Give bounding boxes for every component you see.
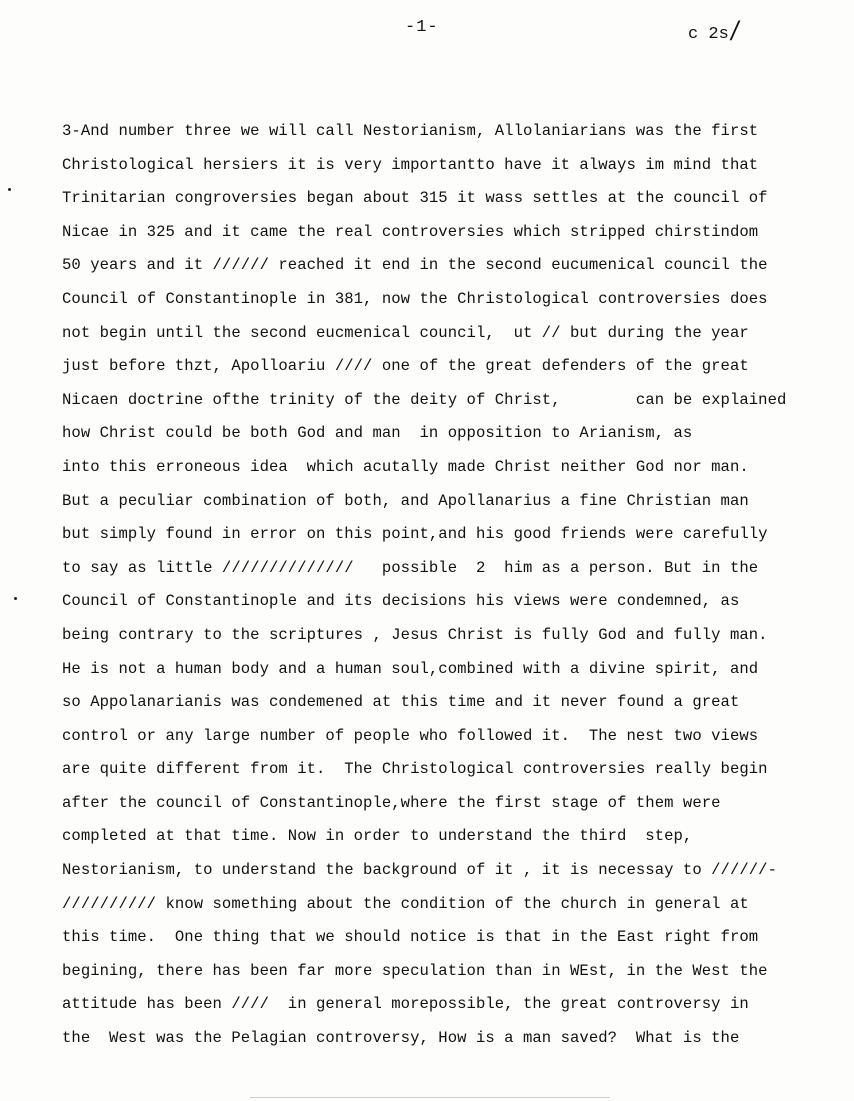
text-line: attitude has been //// in general morepossible, the great controversy in — [62, 995, 749, 1014]
reference-code — [688, 16, 739, 44]
text-line: after the council of Constantinople,where the first stage of them were — [62, 793, 721, 812]
reference-code-text: c 2s — [688, 25, 729, 44]
text-line: but simply found in error on this point,and his good friends were carefully — [62, 525, 768, 544]
text-line: But a peculiar combination of both, and Apollanarius a fine Christian man — [62, 491, 749, 510]
text-line: this time. One thing that we should notice is that in the East right from — [62, 928, 759, 947]
text-line: not begin until the second eucmenical council, ut // but during the year — [62, 323, 749, 342]
text-line: Nicae in 325 and it came the real controversies which stripped chirstindom — [62, 222, 759, 241]
text-line: completed at that time. Now in order to understand the third step, — [62, 827, 693, 846]
text-line: being contrary to the scriptures , Jesus Christ is fully God and fully man. — [62, 625, 768, 644]
text-line: Trinitarian congroversies began about 315 it wass settles at the council of — [62, 189, 768, 208]
text-line: Council of Constantinople and its decisions his views were condemned, as — [62, 592, 740, 611]
typed-body-text — [62, 120, 842, 1061]
text-line: Nicaen doctrine ofthe trinity of the deity of Christ, can be explained — [62, 390, 787, 409]
text-line: just before thzt, Apolloariu //// one of the great defenders of the great — [62, 357, 749, 376]
handwritten-slash-mark: / — [728, 16, 741, 44]
text-line: Council of Constantinople in 381, now the Christological controversies does — [62, 289, 768, 308]
text-line: the West was the Pelagian controversy, How is a man saved? What is the — [62, 1029, 740, 1048]
text-line: 3-And number three we will call Nestorianism, Allolaniarians was the first — [62, 122, 759, 140]
text-line: ////////// know something about the condition of the church in general at — [62, 894, 749, 913]
text-line: are quite different from it. The Christological controversies really begin — [62, 760, 768, 779]
text-line: how Christ could be both God and man in opposition to Arianism, as — [62, 424, 693, 443]
text-line: so Appolanarianis was condemened at this time and it never found a great — [62, 693, 740, 712]
scan-speck — [14, 597, 17, 600]
scan-speck — [8, 188, 11, 191]
text-line: Christological hersiers it is very importantto have it always im mind that — [62, 155, 759, 174]
text-line: 50 years and it ////// reached it end in the second eucumenical council the — [62, 256, 768, 275]
text-line: begining, there has been far more speculation than in WEst, in the West the — [62, 961, 768, 980]
text-line: into this erroneous idea which acutally made Christ neither God nor man. — [62, 457, 749, 476]
text-line: to say as little ////////////// possible 2 him as a person. But in the — [62, 558, 759, 577]
page-number: -1- — [405, 18, 439, 37]
text-line: Nestorianism, to understand the background of it , it is necessay to //////- — [62, 861, 777, 880]
scan-edge-line — [250, 1097, 610, 1098]
text-line: He is not a human body and a human soul,combined with a divine spirit, and — [62, 659, 759, 678]
text-line: control or any large number of people who followed it. The nest two views — [62, 726, 759, 745]
